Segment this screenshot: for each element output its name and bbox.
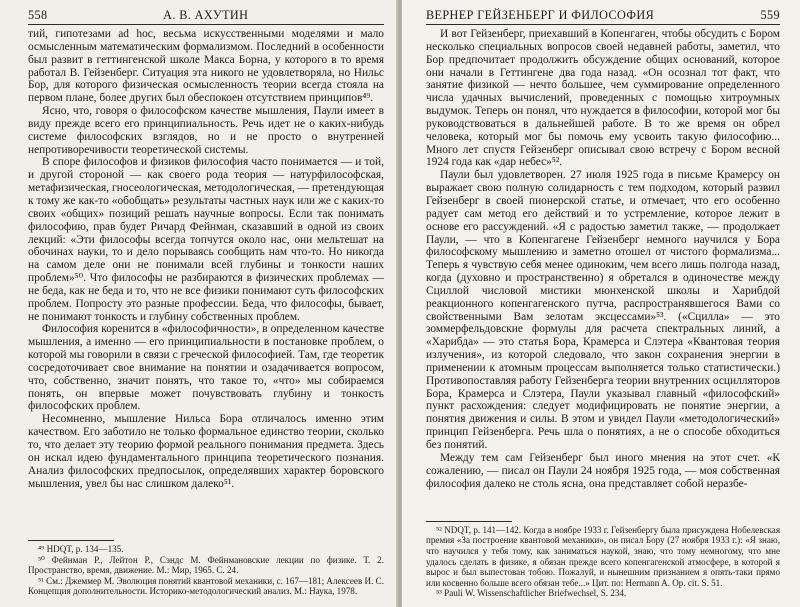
footnote-rule bbox=[28, 540, 114, 541]
left-running-head bbox=[28, 8, 384, 25]
footnote: ⁵³ Pauli W. Wissenschaftlicher Briefwechsel, S. 234. bbox=[436, 588, 627, 599]
footnote: ⁴⁹ HDQT, p. 134—135. bbox=[38, 544, 124, 555]
paragraph: Паули был удовлетворен. 27 июля 1925 года в письме Крамерсу он выражает свою полную солидарность с тем подходом, который развил Гейзенберг в своей пионерской статье, и отмечает, что его особенно радует сам метод его действий и то устремление, которое лежит в основе его рассуждений. «Я с радостью заметил также, — продолжает Паули, — что в Копенгагене Гейзенберг немного научился у Бора философскому мышлению и заметно отошел от чистого формализма... Теперь я чувствую себя менее одиноким, чем всего лишь полгода назад, когда (духовно и пространственно) я обретался в одиночестве между Сциллой числовой мистики мюнхенской школы и Харибдой реакционного копенгагенского путча, распространявшегося Вами со свойственными Вам зелотам эксцессами»⁵³. («Сцилла» — это зоммерфельдовские формулы для расчета спектральных линий, а «Харибда» — это статья Бора, Крамерса и Слэтера «Квантовая теория излучения», из которой следовало, что закон сохранения энергии в применении к атомным процессам выполняется только статистически.) Противопоставляя работу Гейзенберга теории внутренних осцилляторов Бора, Крамерса и Слэтера, Паули указывал главный «философский» пункт расхождения: следует модифицировать не понятие энергии, а понятия движения и силы. В этом и увидел Паули «методологический» принцип Гейзенберга. Речь шла о понятиях, а не о способе обходиться без понятий. bbox=[426, 169, 780, 451]
right-footnotes bbox=[426, 521, 780, 599]
right-chapter-header: ВЕРНЕР ГЕЙЗЕНБЕРГ И ФИЛОСОФИЯ bbox=[426, 8, 655, 22]
left-page-number: 558 bbox=[28, 8, 48, 22]
paragraph: И вот Гейзенберг, приехавший в Копенгаген, чтобы обсудить с Бором несколько специальных вопросов своей недавней работы, заметил, что Бор предпочитает продолжить обсуждение общих оснований, которое они начали в Геттингене два года назад. «Он осознал тот факт, что занятие физикой — нечто большее, чем суммирование определенного числа удачных вычислений, проведенных с помощью хитроумных выдумок. Теперь он понял, что нуждается в философии, которой мог бы руководствоваться в дальнейшей работе. В то же время он обрел человека, который мог бы помочь ему усвоить такую философию... Много лет спустя Гейзенберг описывал свою встречу с Бором весной 1924 года как «дар небес»⁵². bbox=[426, 28, 780, 169]
right-running-head bbox=[426, 8, 780, 25]
footnote: ⁵⁰ Фейнман Р., Лейтон Р., Сэндс М. Фейнмановские лекции по физике. Т. 2. Пространство, время, движение. М.: Мир, 1965. С. 24. bbox=[28, 554, 384, 576]
right-page-number: 559 bbox=[760, 8, 780, 22]
left-page bbox=[0, 0, 398, 607]
right-body-text bbox=[426, 28, 780, 490]
paragraph: Ясно, что, говоря о философском качестве мышления, Паули имеет в виду прежде всего его принципиальность. Речь идет не о каких-нибудь системе философских взглядов, но и не просто о внутренней непротиворечивости теоретической системы. bbox=[28, 105, 384, 156]
left-author-header: А. В. АХУТИН bbox=[163, 8, 249, 22]
right-page bbox=[402, 0, 800, 607]
left-footnotes bbox=[28, 540, 384, 597]
footnote-rule bbox=[426, 521, 512, 522]
paragraph: Философия коренится в «философичности», в определенном качестве мышления, а именно — его принципиальности в постановке проблем, о которой мы говорили в связи с греческой философией. Там, где теоретик сосредоточивает свое внимание на понятии и озадачивается вопросом, что, собственно, значит понять, что такое то, «что» мы собираемся понять, он впервые может почувствовать глубину и тонкость философских проблем. bbox=[28, 323, 384, 413]
footnote: ⁵² NDQT, p. 141—142. Когда в ноябре 1933 г. Гейзенбергу была присуждена Нобелевская премия «За построение квантовой механики», он писал Бору (27 ноября 1933 г.): «Я знаю, что научился у тебя тому, как заниматься наукой, знаю, что тому немногому, что мне удалось сделать в физике, я обязан прежде всего копенгагенской атмосфере, в которой я вырос и был выпестован тобою. Пожалуй, и нынешним признанием я опять-таки прямо или косвенно больше всего обязан тебе...» Цит. по: Hermann A. Op. cit. S. 51. bbox=[426, 524, 780, 588]
left-body-text bbox=[28, 28, 384, 490]
paragraph: Между тем сам Гейзенберг был иного мнения на этот счет. «К сожалению, — писал он Паули 24 ноября 1925 года, — моя собственная философия далеко не столь ясна, она представляет собой неразбе- bbox=[426, 451, 780, 490]
paragraph: Несомненно, мышление Нильса Бора отличалось именно этим качеством. Его заботило не только формальное единство теории, сколько то, что делает эту теорию формой реального понимания предмета. Здесь он искал идею фундаментального принципа теоретического познания. Анализ философских предпосылок, определявших характер боровского мышления, увел бы нас слишком далеко⁵¹. bbox=[28, 413, 384, 490]
paragraph: В споре философов и физиков философия часто понимается — и той, и другой стороной — как своего рода теория — натурфилософская, метафизическая, гносеологическая, методологическая, — претендующая к тому же как-то «обобщать» результаты частных наук или же с каких-то своих «общих» позиций решать научные вопросы. Если так понимать философию, прав будет Ричард Фейнман, сказавший в одной из своих лекций: «Эти философы всегда топчутся около нас, они мельтешат на обочинах науки, то и дело порываясь сообщить нам что-то. Но никогда на самом деле они не понимали всей глубины и тонкости наших проблем»⁵⁰. Что философы не разбираются в физических проблемах — не беда, как не беда и то, что не все физики понимают суть философских проблем. Попросту это разные профессии. Беда, что философы, бывает, не понимают тонкость и глубину собственных проблем. bbox=[28, 156, 384, 323]
paragraph: тий, гипотезами ad hoc, весьма искусственными моделями и мало осмысленным математическим формализмом. Последний в особенности был развит в геттингенской школе Макса Борна, у которого в то время работал В. Гейзенберг. Ситуация эта никого не удовлетворяла, но Нильс Бор, для которого физическая осмысленность теории всегда стояла на первом плане, более других был обеспокоен отсутствием принципов⁴⁹. bbox=[28, 28, 384, 105]
footnote: ⁵¹ См.: Джеммер М. Эволюция понятий квантовой механики, с. 167—181; Алексеев И. С. Концепция дополнительности. Историко-методологический анализ. М.: Наука, 1978. bbox=[28, 575, 384, 597]
